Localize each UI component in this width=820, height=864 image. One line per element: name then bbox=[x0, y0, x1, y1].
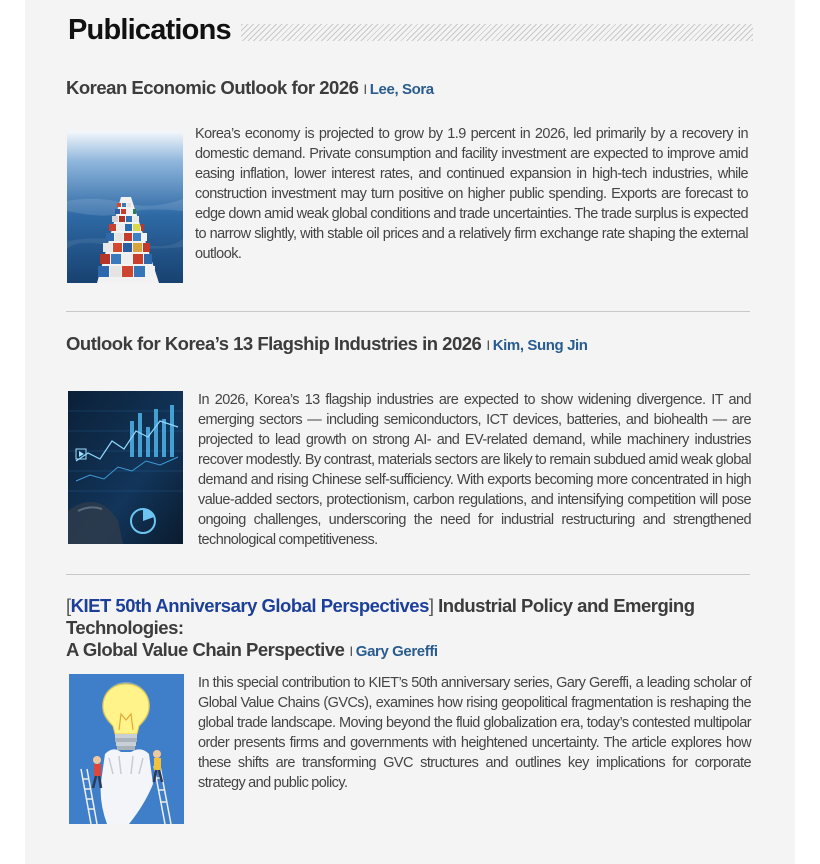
publication-title-text[interactable]: Korean Economic Outlook for 2026 bbox=[66, 77, 359, 98]
publication-description: In 2026, Korea’s 13 flagship industries are expected to show widening divergence. IT and emerging sectors — including semiconductors, ICT devices, batteries, and biohealth — are projected to lead growth on strong AI- and EV-related demand, while machinery industries recover modestly. By contrast, materials sectors are likely to remain subdued amid weak global demand and rising Chinese self-sufficiency. With exports becoming more concentrated in high value-added sectors, protectionism, carbon regulations, and intensifying competition will pose ongoing challenges, underscoring the need for industrial restructuring and strengthened technological competitiveness. bbox=[198, 392, 751, 548]
section-title: Publications bbox=[68, 14, 241, 47]
publication-title-1[interactable] bbox=[66, 77, 776, 101]
divider bbox=[66, 574, 750, 575]
publication-title-2[interactable] bbox=[66, 333, 776, 357]
bracket-close: ] bbox=[428, 595, 434, 616]
publication-title-text[interactable]: Outlook for Korea’s 13 Flagship Industries in 2026 bbox=[66, 333, 482, 354]
title-separator: I bbox=[486, 337, 490, 353]
publication-title-text[interactable]: Industrial Policy and Emerging Technologies: bbox=[66, 595, 695, 638]
lightbulb-hand-icon[interactable] bbox=[69, 674, 184, 824]
publication-title-3[interactable] bbox=[66, 595, 776, 663]
data-chart-icon[interactable] bbox=[68, 391, 183, 544]
title-separator: I bbox=[349, 643, 353, 659]
bracket-open: [ bbox=[66, 595, 71, 616]
author-name[interactable]: Lee, Sora bbox=[369, 81, 434, 98]
header-hatch-decoration bbox=[236, 24, 753, 41]
divider bbox=[66, 311, 750, 312]
series-label[interactable]: KIET 50th Anniversary Global Perspectives bbox=[70, 595, 429, 616]
container-ship-icon[interactable] bbox=[67, 131, 183, 283]
section-header bbox=[68, 10, 753, 54]
publication-description: In this special contribution to KIET’s 50th anniversary series, Gary Gereffi, a leading scholar of Global Value Chains (GVCs), examines how rising geopolitical fragmentation is reshaping the global trade landscape. Moving beyond the fluid globalization era, today’s contested multipolar order presents firms and governments with heightened uncertainty. The article explores how these shifts are transforming GVC structures and outlines key implications for corporate strategy and public policy. bbox=[198, 675, 751, 791]
author-name[interactable]: Kim, Sung Jin bbox=[492, 337, 588, 354]
publication-description: Korea’s economy is projected to grow by 1.9 percent in 2026, led primarily by a recovery in domestic demand. Private consumption and facility investment are expected to improve amid easing inflation, lower interest rates, and continued expansion in high-tech industries, while construction investment may turn positive on higher public spending. Exports are forecast to edge down amid weak global conditions and trade uncertainties. The trade surplus is expected to narrow slightly, with stable oil prices and a relatively firm exchange rate shaping the external outlook. bbox=[195, 126, 748, 262]
author-name[interactable]: Gary Gereffi bbox=[355, 643, 438, 660]
title-separator: I bbox=[363, 81, 367, 97]
publication-title-text-line2[interactable]: A Global Value Chain Perspective bbox=[66, 639, 345, 660]
